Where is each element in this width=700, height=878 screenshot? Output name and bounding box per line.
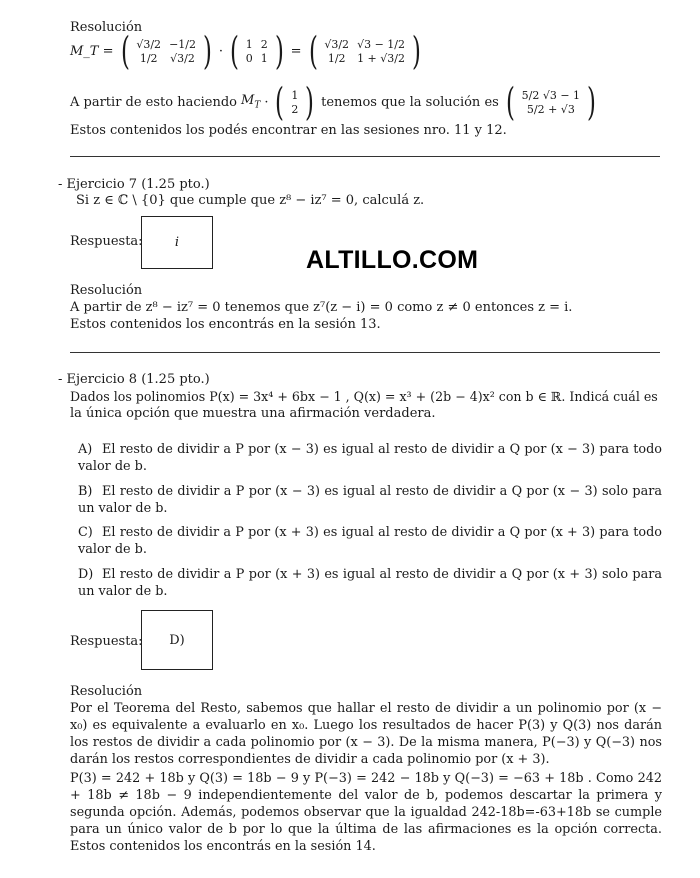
m3-cell: √3 − 1/2 [357,37,405,51]
answer-label-7: Respuesta: [70,234,143,249]
answer-box-8[interactable] [141,610,213,670]
vec-cell: 5/2 + √3 [526,102,575,116]
option-letter: D) [78,567,94,582]
exercise-8-title: - Ejercicio 8 (1.25 pto.) [58,372,210,387]
option-text: El resto de dividir a P por (x + 3) es igual al resto de dividir a Q por (x + 3) para todo valor de b. [78,525,662,557]
m3-cell: 1/2 [327,51,346,65]
option-text: El resto de dividir a P por (x − 3) es igual al resto de dividir a Q por (x − 3) solo para un valor de b. [78,484,662,516]
resolution-heading-8: Resolución [70,684,143,699]
option-text: El resto de dividir a P por (x + 3) es igual al resto de dividir a Q por (x + 3) solo para un valor de b. [78,567,662,599]
vector-in [291,89,298,116]
option-letter: A) [78,442,93,457]
option-letter: C) [78,525,93,540]
resolution-8-paragraph-2: P(3) = 242 + 18b y Q(3) = 18b − 9 y P(−3) = 242 − 18b y Q(−3) = −63 + 18b . Como 242 + 18b ≠ 18b − 9 independientemente del valor de b, podemos descartar la primera y segunda opción. Además, podemos observar que la igualdad 242-18b=-63+18b se cumple para un único valor de b por lo que la última de las afirmaciones es la opción correcta. Estos contenidos los encontrás en la sesión 14. [70,771,662,854]
option-b[interactable] [78,483,662,517]
matrix-equation: M_T = ( √3/2 −1/2 1/2 √3/2 ) · ( 1 2 0 1 ) = ( √3/2 √3 − 1/2 1/2 1 + √3/2 ) [70,29,421,73]
answer-label-8: Respuesta: [70,634,143,649]
option-a[interactable] [78,441,662,475]
m2-cell: 1 [245,37,253,51]
matrix-lhs: M_T = [70,43,114,59]
vec-cell: 1 [291,88,299,102]
resolution-heading-6: Resolución [70,20,143,35]
divider [70,352,660,353]
divider [70,156,660,157]
resolution-7-line1: A partir de z⁸ − iz⁷ = 0 tenemos que z⁷(z − i) = 0 como z ≠ 0 entonces z = i. [70,300,573,315]
m2-cell: 0 [245,51,253,65]
matrix-2 [246,38,268,65]
vec-cell: 2 [291,102,299,116]
matrix-3 [324,38,405,65]
resolution-heading-7: Resolución [70,283,143,298]
watermark: ALTILLO.COM [306,246,479,274]
resolution-8-paragraph-1: Por el Teorema del Resto, sabemos que hallar el resto de dividir a un polinomio por (x − x₀) es equivalente a evaluarlo en x₀. Luego los resultados de hacer P(3) y Q(3) nos darán los restos de dividir a cada polinomio por (x − 3). De la misma manera, P(−3) y Q(−3) nos darán los restos correspondientes de dividir a cada polinomio por (x + 3). [70,701,662,767]
resolution-7-line2: Estos contenidos los encontrás en la sesión 13. [70,317,381,332]
exercise-7-statement: Si z ∈ ℂ \ {0} que cumple que z⁸ − iz⁷ = 0, calculá z. [76,193,425,208]
sessions-note-6: Estos contenidos los podés encontrar en las sesiones nro. 11 y 12. [70,123,507,138]
exercise-8-statement-2: la única opción que muestra una afirmación verdadera. [70,406,436,421]
answer-box-7[interactable] [141,216,213,269]
option-d[interactable] [78,566,662,600]
m1-cell: −1/2 [169,37,196,51]
solution-text-pre: A partir de esto haciendo [70,94,238,110]
solution-text-mid: tenemos que la solución es [321,94,499,110]
m1-cell: √3/2 [170,51,195,65]
exercise-7-title: - Ejercicio 7 (1.25 pto.) [58,177,210,192]
vector-out [522,89,580,116]
m3-cell: √3/2 [324,37,350,51]
option-text: El resto de dividir a P por (x − 3) es igual al resto de dividir a Q por (x − 3) para todo valor de b. [78,442,662,474]
option-c[interactable] [78,524,662,558]
matrix-1 [136,38,196,65]
exercise-8-statement-1: Dados los polinomios P(x) = 3x⁴ + 6bx − 1 , Q(x) = x³ + (2b − 4)x² con b ∈ ℝ. Indicá cuál es [70,389,658,404]
m2-cell: 2 [260,37,268,51]
m1-cell: √3/2 [136,37,162,51]
m2-cell: 1 [260,51,268,65]
m1-cell: 1/2 [139,51,158,65]
option-letter: B) [78,484,93,499]
answer-7-value: i [174,235,180,250]
solution-line: A partir de esto haciendo $M_T$ · ( 1 2 ) tenemos que la solución es ( 5/2 √3 − 1 5/2 + √3 ) [70,80,596,124]
m3-cell: 1 + √3/2 [357,51,405,65]
answer-8-value: D) [169,632,185,648]
vec-cell: 5/2 √3 − 1 [521,88,581,102]
